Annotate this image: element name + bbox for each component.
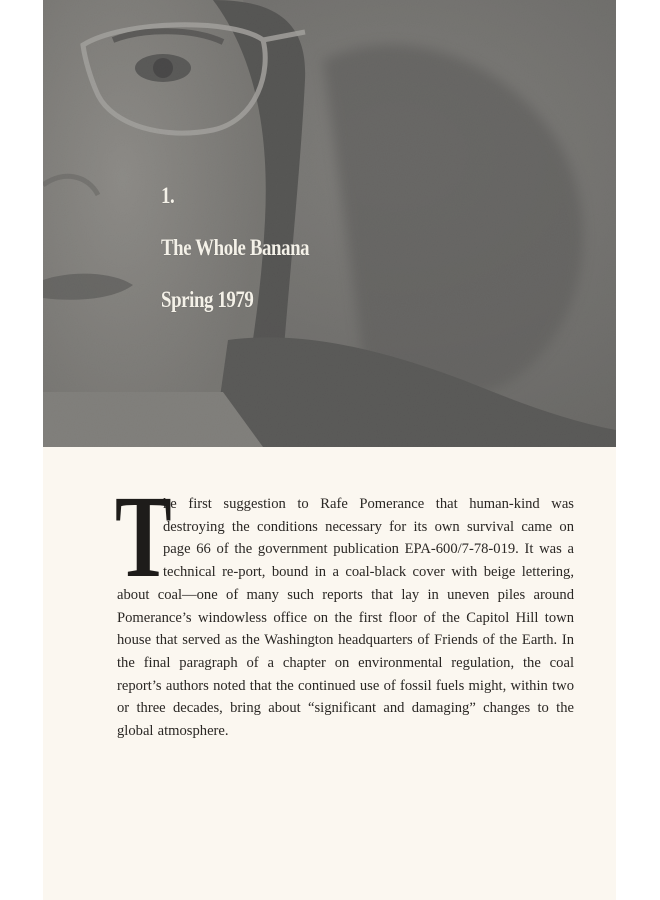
portrait-photo bbox=[43, 0, 616, 447]
chapter-body bbox=[115, 471, 574, 743]
chapter-date: Spring 1979 bbox=[161, 287, 254, 312]
book-page bbox=[43, 0, 616, 900]
chapter-photo bbox=[43, 0, 616, 447]
drop-cap: T bbox=[115, 471, 172, 602]
chapter-title: The Whole Banana bbox=[161, 235, 310, 260]
chapter-number: 1. bbox=[161, 183, 175, 208]
body-paragraph: he first suggestion to Rafe Pomerance that human-kind was destroying the conditions necessary for its own survival came on page 66 of the government publication EPA-600/7-78-019. It was a technical re-port, bound in a coal-black cover with beige lettering, about coal—one of many such reports that lay in uneven piles around Pomerance’s windowless office on the first floor of the Capitol Hill town house that served as the Washington headquarters of Friends of the Earth. In the final paragraph of a chapter on environmental regulation, the coal report’s authors noted that the continued use of fossil fuels might, within two or three decades, bring about “significant and damaging” changes to the global atmosphere. bbox=[117, 496, 574, 740]
